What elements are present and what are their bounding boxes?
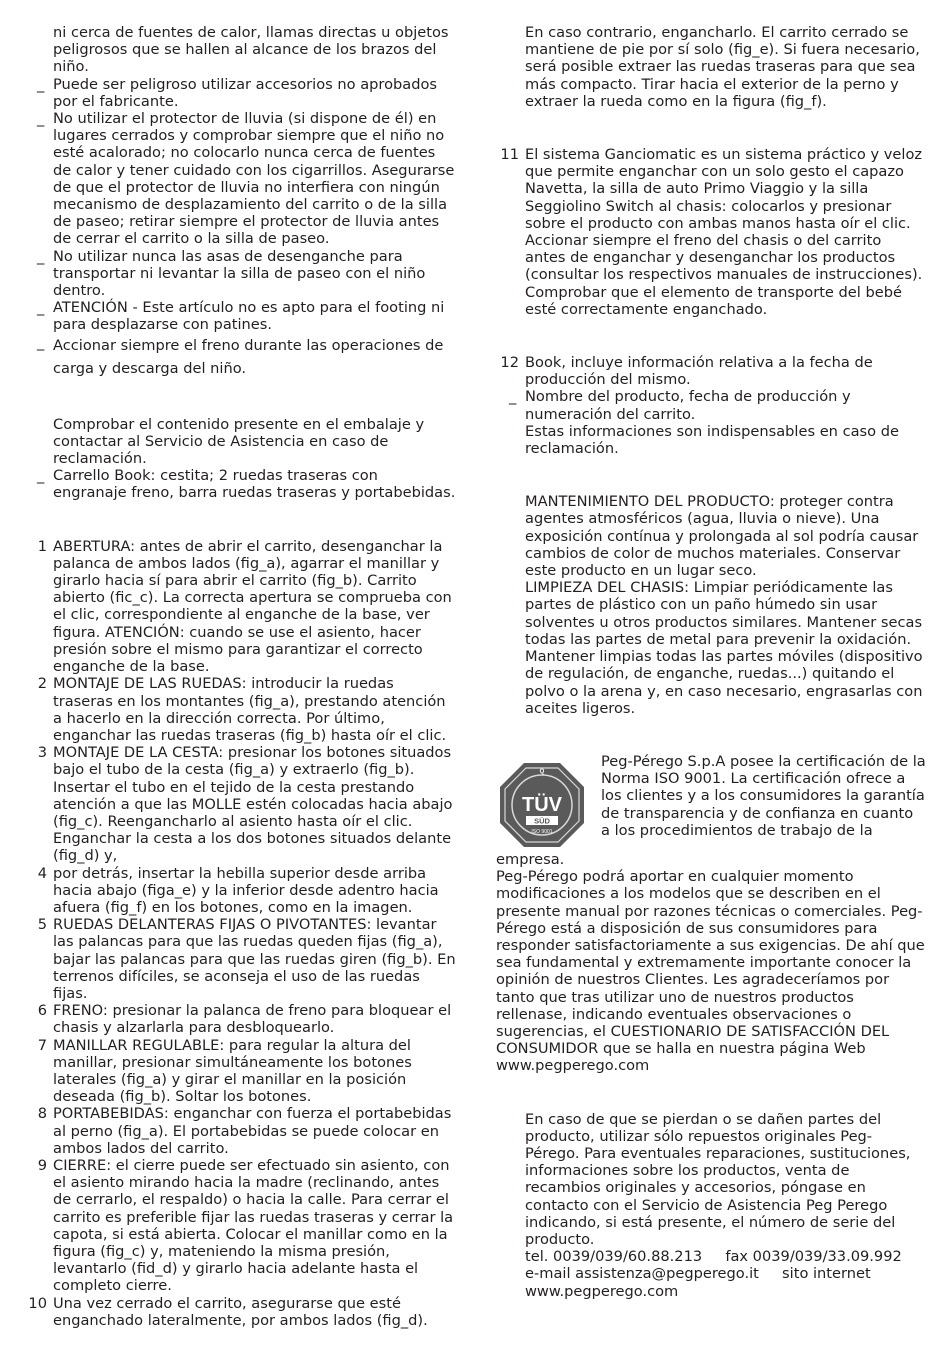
dash-marker: _ [37, 299, 45, 317]
step-item [24, 538, 456, 676]
step-item [24, 744, 456, 864]
spacer [496, 318, 926, 354]
spacer [24, 502, 456, 538]
dash-marker: _ [37, 467, 45, 485]
warning-item [24, 76, 456, 110]
step-number: 7 [37, 1036, 47, 1054]
safety-continued: ni cerca de fuentes de calor, llamas directas u objetos peligrosos que se hallen al alcance de los brazos del niño. [53, 24, 449, 76]
logo-top-text: Q [539, 768, 545, 775]
right-column [496, 24, 926, 1300]
spare-parts-text: En caso de que se pierdan o se dañen partes del producto, utilizar sólo repuestos originales Peg-Pérego. Para eventuales reparaciones, sustituciones, informaciones sobre los productos, venta de recambios originales y accesorios, póngase en contacto con el Servicio de Asistencia Peg Perego indicando, si está presente, el número de serie del producto. [525, 1110, 911, 1248]
logo-small-text: ISO 9001 [531, 828, 553, 835]
step-item [24, 865, 456, 917]
step-item [24, 1037, 456, 1106]
step-number: 10 [28, 1294, 47, 1312]
step12-item-text: Nombre del producto, fecha de producción y numeración del carrito. [525, 388, 851, 423]
step-number: 5 [37, 916, 47, 934]
step-number: 1 [37, 537, 47, 555]
spacer [496, 457, 926, 493]
warning-item [24, 334, 456, 380]
step-text: MONTAJE DE LA CESTA: presionar los botones situados bajo el tubo de la cesta (fig_a) y extraerlo (fig_b). Insertar el tubo en el tejido de la cesta prestando atención a que las MOLLE estén colocadas hacia abajo (fig_c). Reengancharlo al asiento hasta oír el clic. Enganchar la cesta a los dos botones situados delante (fig_d) y, [53, 744, 453, 865]
step-item [24, 1002, 456, 1036]
certification-end: empresa. [496, 850, 565, 868]
step-item [24, 675, 456, 744]
step-text: El sistema Ganciomatic es un sistema práctico y veloz que permite enganchar con un solo gesto el capazo Navetta, la silla de auto Primo Viaggio y la silla Seggiolino Switch al chasis: colocarlos y presionar sobre el producto con ambas manos hasta oír el clic. Accionar siempre el freno del chasis o del carrito antes de enganchar y desenganchar los productos (consultar los respectivos manuales de instrucciones). Comprobar que el elemento de transporte del bebé esté correctamente enganchado. [525, 146, 923, 318]
contents-item [24, 467, 456, 501]
logo-main-text: TÜV [522, 793, 562, 816]
maintenance-text: MANTENIMIENTO DEL PRODUCTO: proteger contra agentes atmosféricos (agua, lluvia o nieve). Una exposición contínua y prolongada al sol podría causar cambios de color de muchos materiales. Conservar este producto en un lugar seco. [525, 493, 919, 580]
warning-item [24, 299, 456, 333]
step12-note: Estas informaciones son indispensables en caso de reclamación. [525, 422, 899, 458]
step-number: 4 [37, 864, 47, 882]
step-number: 3 [37, 744, 47, 762]
step-number: 2 [37, 675, 47, 693]
dash-marker: _ [37, 110, 45, 128]
spacer [24, 380, 456, 416]
warning-text: ATENCIÓN - Este artículo no es apto para el footing ni para desplazarse con patines. [53, 299, 445, 334]
contents-text: Carrello Book: cestita; 2 ruedas traseras con engranaje freno, barra ruedas traseras y portabebidas. [53, 467, 456, 502]
warning-text: No utilizar nunca las asas de desenganche para transportar ni levantar la silla de paseo con el niño dentro. [53, 247, 426, 300]
step-number: 12 [500, 354, 519, 372]
step-item [496, 354, 926, 388]
step-text: FRENO: presionar la palanca de freno para bloquear el chasis y alzarlarla para desbloquearlo. [53, 1002, 452, 1037]
cleaning-text: LIMPIEZA DEL CHASIS: Limpiar periódicamente las partes de plástico con un paño húmedo sin usar solventes u otros productos similares. Mantener secas todas las partes de metal para prevenir la oxidación. Mantener limpias todas las partes móviles (dispositivo de regulación, de enganche, ruedas...) quitando el polvo o la arena y, en caso necesario, engrasarlas con aceites ligeros. [525, 579, 923, 717]
contents-intro: Comprobar el contenido presente en el embalaje y contactar al Servicio de Asistencia en caso de reclamación. [53, 415, 425, 468]
modifications-text: Peg-Pérego podrá aportar en cualquier momento modificaciones a los modelos que se describen en el presente manual por razones técnicas o comerciales. Peg-Pérego está a disposición de sus consumidores para responder satisfactoriamente a sus exigencias. De ahí que sea fundamental y extremamente importante conocer la opinión de nuestros Clientes. Les agradeceríamos por tanto que tras utilizar uno de nuestros productos rellenase, indicando eventuales observaciones o sugerencias, el CUESTIONARIO DE SATISFACCIÓN DEL CONSUMIDOR que se halla en nuestra página Web www.pegperego.com [496, 868, 925, 1075]
step-text: PORTABEBIDAS: enganchar con fuerza el portabebidas al perno (fig_a). El portabebidas se puede colocar en ambos lados del carrito. [53, 1105, 452, 1157]
step-text: Book, incluye información relativa a la fecha de producción del mismo. [525, 354, 873, 389]
step-number: 6 [37, 1002, 47, 1020]
step-number: 9 [37, 1156, 47, 1174]
spacer [496, 110, 926, 146]
tuv-octagon-icon [498, 761, 586, 849]
step-text: MANILLAR REGULABLE: para regular la altura del manillar, presionar simultáneamente los botones laterales (fig_a) y girar el manillar en la posición deseada (fig_b). Soltar los botones. [53, 1036, 412, 1106]
step10-continued: En caso contrario, engancharlo. El carrito cerrado se mantiene de pie por sí solo (fig_e). Si fuera necesario, será posible extraer las ruedas traseras para que sea más compacto. Tirar hacia el exterior de la perno y extraer la rueda como en la figura (fig_f). [525, 24, 920, 110]
step-text: ABERTURA: antes de abrir el carrito, desenganchar la palanca de ambos lados (fig_a), agarrar el manillar y girarlo hacia sí para abrir el carrito (fig_b). Carrito abierto (fic_c). La correcta apertura se comprueba con el clic, correspondiente al enganche de la base, ver figura. ATENCIÓN: cuando se use el asiento, hacer presión sobre el mismo para garantizar el correcto enganche de la base. [53, 537, 452, 676]
step12-item [496, 388, 926, 422]
dash-marker: _ [509, 388, 517, 406]
warning-item [24, 110, 456, 248]
contact-phone: tel. 0039/039/60.88.213 fax 0039/039/33.09.992 [525, 1248, 902, 1266]
logo-sub-text: SÜD [534, 816, 550, 826]
step-text: CIERRE: el cierre puede ser efectuado sin asiento, con el asiento mirando hacia la madre (reclinando, antes de cerrarlo, el respaldo) o hacia la calle. Para cerrar el carrito es preferible fijar las ruedas traseras y cerrar la capota, si está abierta. Colocar el manillar como en la figura (fig_c) y, mateniendo la misma presión, levantarlo (fid_d) y girarlo hacia adelante hasta el completo cierre. [53, 1156, 454, 1295]
dash-marker: _ [37, 333, 45, 351]
warning-item [24, 248, 456, 300]
step-text: MONTAJE DE LAS RUEDAS: introducir la ruedas traseras en los montantes (fig_a), prestando atención a hacerlo en la dirección correcta. Por último, enganchar las ruedas traseras (fig_b) hasta oír el clic. [53, 675, 447, 744]
step-number: 11 [500, 146, 519, 164]
spacer [496, 1075, 926, 1111]
certification-text: Peg-Pérego S.p.A posee la certificación de la Norma ISO 9001. La certificación ofrece a los clientes y a los consumidores la garantía de transparencia y de confianza en cuanto a los procedimientos de trabajo de la [601, 752, 926, 839]
spacer [496, 717, 926, 753]
step-item [24, 1105, 456, 1157]
step-item [24, 916, 456, 1002]
contact-web: e-mail assistenza@pegperego.it sito internet www.pegperego.com [525, 1265, 876, 1300]
warning-text: Puede ser peligroso utilizar accesorios no aprobados por el fabricante. [53, 75, 438, 110]
left-column [24, 24, 456, 1329]
step-item [24, 1295, 456, 1329]
dash-marker: _ [37, 247, 45, 265]
step-number: 8 [37, 1105, 47, 1123]
certification-block [496, 753, 926, 851]
warning-text: No utilizar el protector de lluvia (si dispone de él) en lugares cerrados y comprobar siempre que el niño no esté acalorado; no colocarlo nunca cerca de fuentes de calor y tener cuidado con los cigarrillos. Asegurarse de que el protector de lluvia no interfiera con ningún mecanismo de desplazamiento del carrito o de la silla de paseo; retirar siempre el protector de lluvia antes de cerrar el carrito o la silla de paseo. [53, 110, 455, 248]
step-text: RUEDAS DELANTERAS FIJAS O PIVOTANTES: levantar las palancas para que las ruedas queden fijas (fig_a), bajar las palancas para que las ruedas giren (fig_b). En terrenos difíciles, se aconseja el uso de las ruedas fijas. [53, 916, 456, 1002]
step-text: por detrás, insertar la hebilla superior desde arriba hacia abajo (figa_e) y la inferior desde adentro hacia afuera (fig_f) en los botones, como en la imagen. [53, 864, 439, 916]
tuv-sud-logo [498, 761, 586, 849]
step-text: Una vez cerrado el carrito, asegurarse que esté enganchado lateralmente, por ambos lados (fig_d). [53, 1294, 428, 1329]
dash-marker: _ [37, 75, 45, 93]
step-item [24, 1157, 456, 1295]
warning-text: Accionar siempre el freno durante las operaciones de carga y descarga del niño. [53, 336, 444, 377]
step-item [496, 146, 926, 318]
